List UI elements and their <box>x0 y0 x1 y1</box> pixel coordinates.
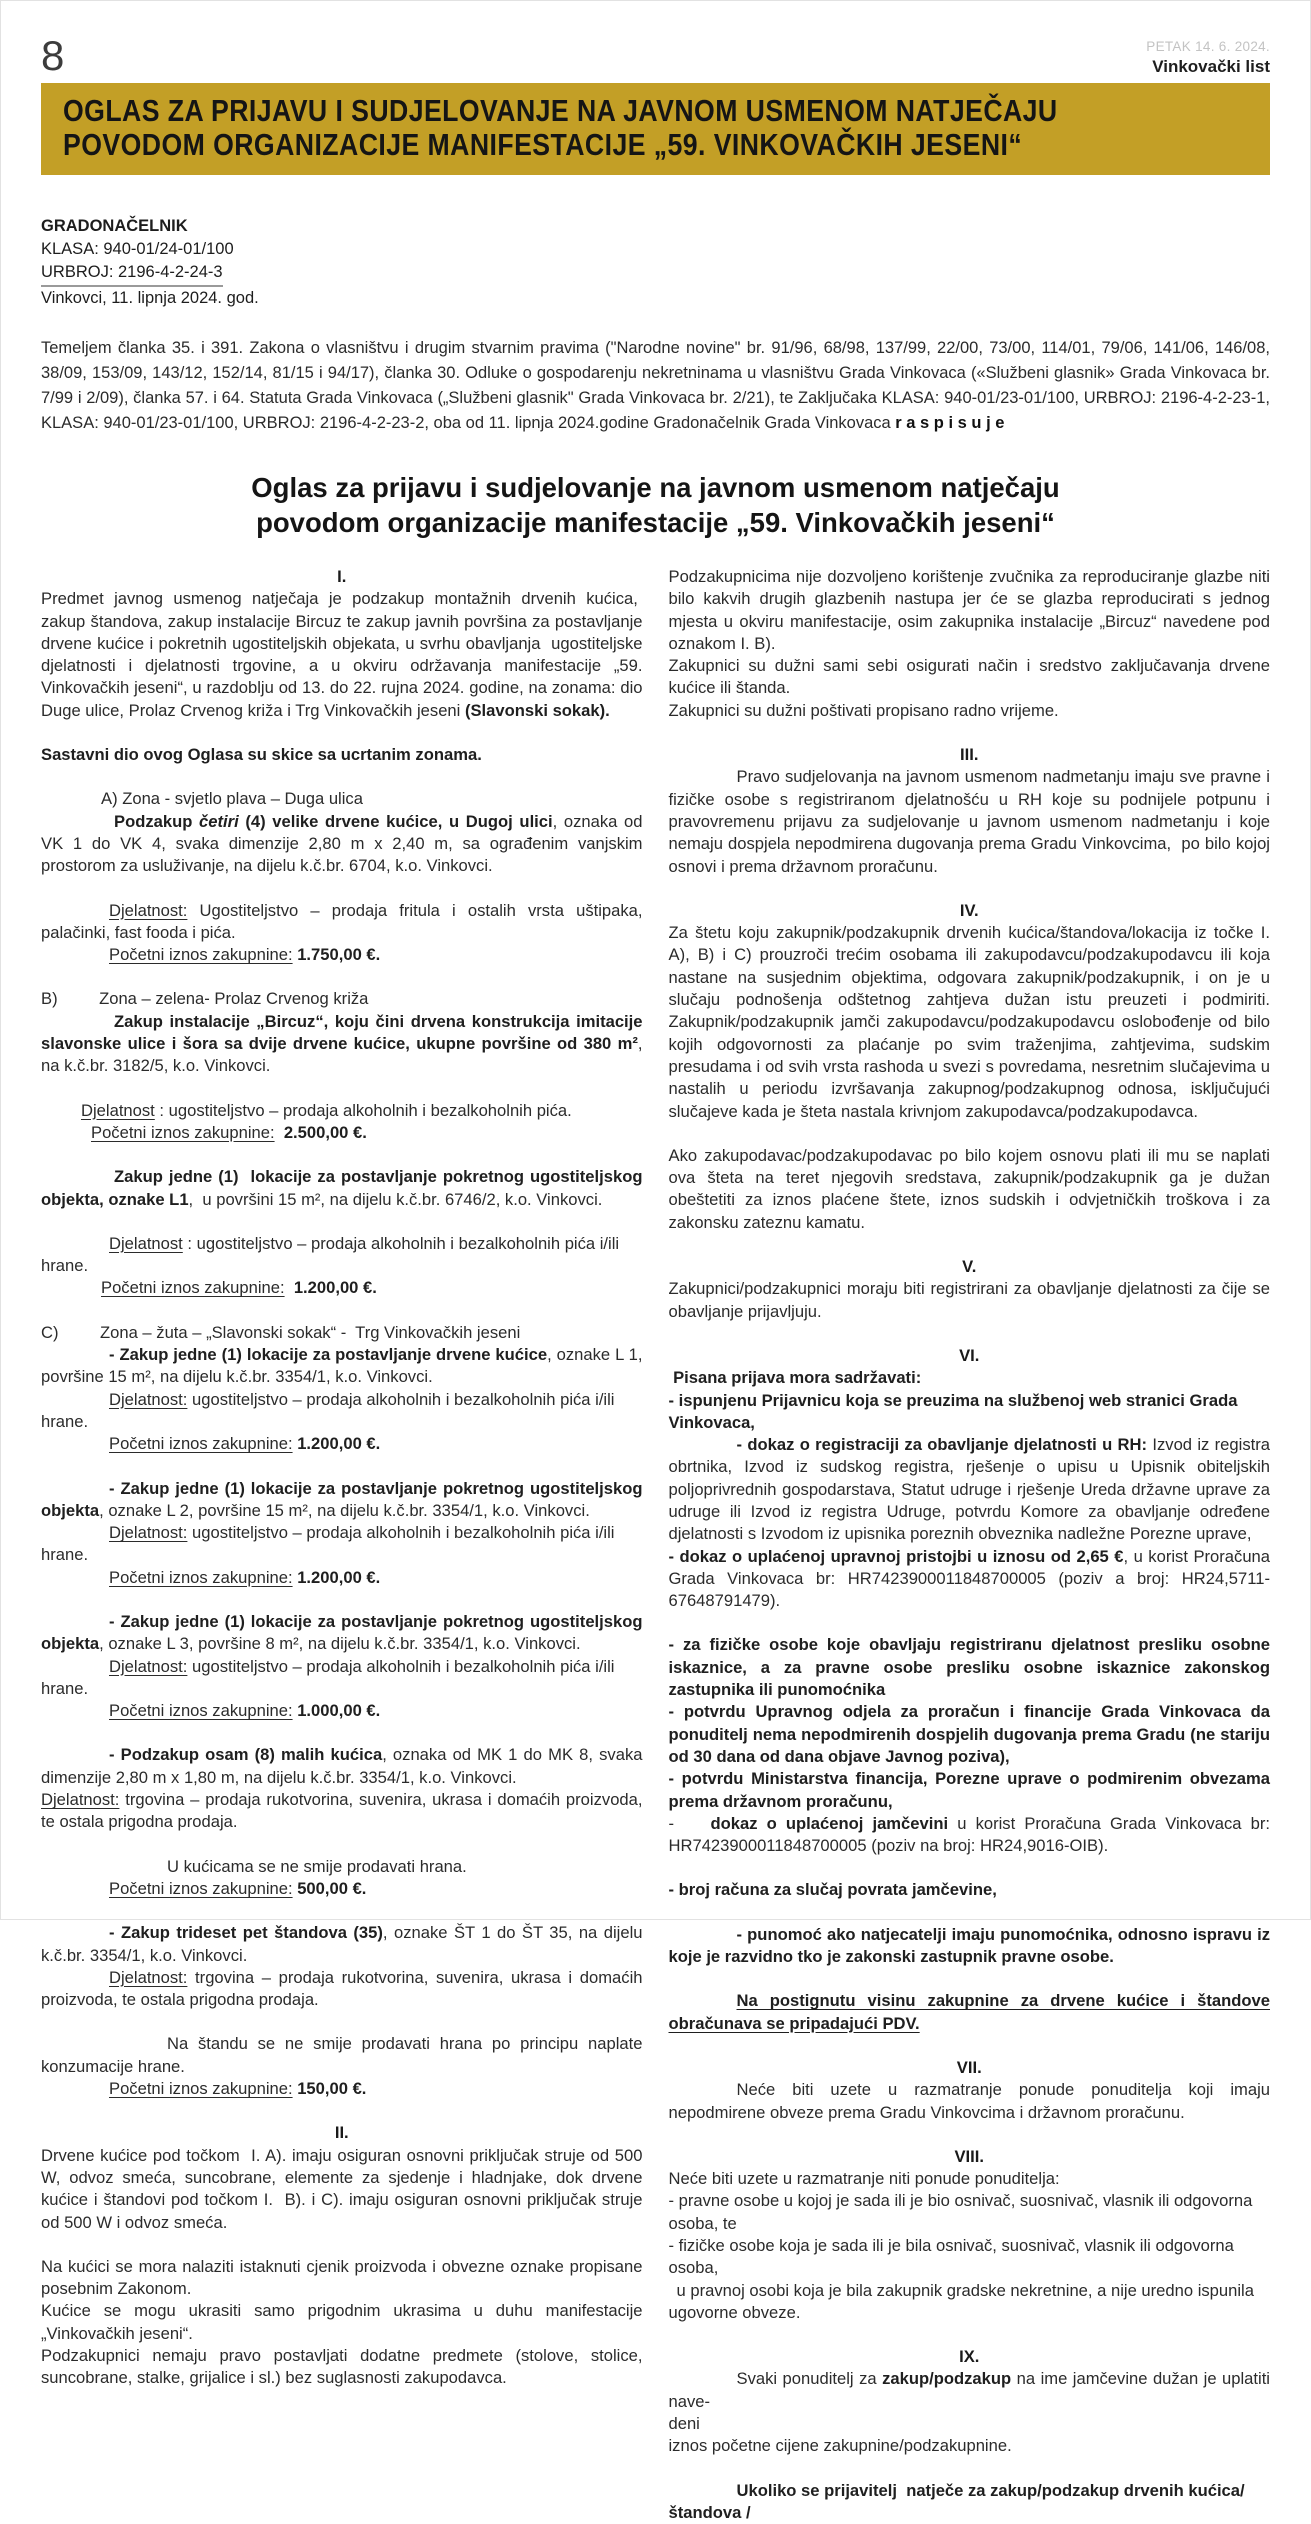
paragraph: Djelatnost: Ugostiteljstvo – prodaja fritula i ostalih vrsta uštipaka, palačinki, fast fooda i pića. <box>41 900 643 942</box>
document-title <box>41 470 1270 540</box>
paragraph: - fizičke osobe koja je sada ili je bila osnivač, suosnivač, vlasnik ili odgovorna osoba, <box>668 2236 1234 2278</box>
paragraph: Neće biti uzete u razmatranje ponude ponuditelja koji imaju nepodmirene obveze prema Gradu Vinkovcima i državnom proračunu. <box>668 2080 1270 2122</box>
paragraph: Podzakupnicima nije dozvoljeno korištenje zvučnika za reproduciranje glazbe niti bilo kakvih drugih glazbenih nastupa jer će se glazba reproducirati s jednog mjesta u okviru manifestacije, osim zakupnika instalacije „Bircuz“ navedene pod oznakom I. B). <box>668 567 1270 653</box>
paragraph: Početni iznos zakupnine: 1.200,00 €. <box>101 1278 377 1298</box>
paragraph: Podzakupnici nemaju pravo postavljati dodatne predmete (stolove, stolice, suncobrane, stalke, grijalice i sl.) bez suglasnosti zakupodavca. <box>41 2346 643 2388</box>
paragraph: Djelatnost: trgovina – prodaja rukotvorina, suvenira, ukrasa i domaćih proizvoda, te ostala prigodna prodaja. <box>41 1967 643 2010</box>
paragraph: - dokaz o registraciji za obavljanje djelatnosti u RH: Izvod iz registra obrtnika, Izvod iz sudskog registra, rješenje o upisu u Upisnik obiteljskih poljoprivrednih gospodarstava, Statut udruge i rješenje Ureda državne uprave za udruge ili Izvod iz registra Udruge, potvrdu Komore za obavljanje određene djelatnosti s Izvodom iz upisnika poreznih obveznika nadležne Porezne uprave, <box>668 1435 1270 1544</box>
paragraph: - Zakup jedne (1) lokacije za postavljanje drvene kućice, oznake L 1, površine 15 m², na dijelu k.č.br. 3354/1, k.o. Vinkovci. <box>41 1345 643 1387</box>
paragraph: Djelatnost : ugostiteljstvo – prodaja alkoholnih i bezalkoholnih pića. <box>81 1100 572 1120</box>
paragraph: A) Zona - svjetlo plava – Duga ulica <box>101 789 363 809</box>
paragraph: Na kućici se mora nalaziti istaknuti cjenik proizvoda i obvezne oznake propisane posebnim Zakonom. <box>41 2256 643 2299</box>
paragraph: - pravne osobe u kojoj je sada ili je bio osnivač, suosnivač, vlasnik ili odgovorna osoba, te <box>668 2191 1253 2233</box>
paragraph: Djelatnost: ugostiteljstvo – prodaja alkoholnih i bezalkoholnih pića i/ili hrane. <box>41 1656 615 1698</box>
paragraph: Na postignutu visinu zakupnine za drvene kućice i štandove obračunava se pripadajući PDV. <box>668 1991 1270 2033</box>
paragraph: Za štetu koju zakupnik/podzakupnik drvenih kućica/štandova/lokacija iz točke I. A), B) i C) prouzroči trećim osobama ili zakupodavcu/podzakupodavcu ili koja nastane na susjednim objektima, odgovara zakupnik/podzakupnik, i on je u slučaju podnošenja odštetnog zahtjeva dužan istu preuzeti i podmiriti. Zakupnik/podzakupnik jamči zakupodavcu/podzakupodavcu oslobođenje od bilo kojih odgovornosti za plaćanje po svim traženjima, zahtjevima, sudskim presudama i od svih vrsta rashoda u svezi s povredama, nesretnim slučajevima u nastalih u periodu izvršavanja zakupnog/podzakupnog odnosa, isključujući slučajeve kada je šteta nastala krivnjom zakupodavca/podzakupodavca. <box>668 923 1270 1121</box>
document-title-line-2: povodom organizacije manifestacije „59. Vinkovačkih jeseni“ <box>256 507 1055 538</box>
paragraph: Predmet javnog usmenog natječaja je podzakup montažnih drvenih kućica, zakup štandova, zakup instalacije Bircuz te zakup javnih površina za postavljanje drvene kućice i pokretnih ugostiteljskih objekata, u svrhu obavljanja ugostiteljske djelatnosti i djelatnosti trgovine, a u okviru održavanja manifestacije „59. Vinkovačkih jeseni“, u razdoblju od 13. do 22. rujna 2024. godine, na zonama: dio Duge ulice, Prolaz Crvenog križa i Trg Vinkovačkih jeseni (Slavonski sokak). <box>41 589 643 720</box>
paragraph: Početni iznos zakupnine: 1.200,00 €. <box>109 1434 381 1454</box>
place-date-line: Vinkovci, 11. lipnja 2024. god. <box>41 289 259 307</box>
paragraph: - Zakup jedne (1) lokacije za postavljanje pokretnog ugostiteljskog objekta, oznake L 3, površine 8 m², na dijelu k.č.br. 3354/1, k.o. Vinkovci. <box>41 1611 643 1654</box>
paragraph: - punomoć ako natjecatelji imaju punomoćnika, odnosno ispravu iz koje je razvidno tko je zakonski zastupnik pravne osobe. <box>668 1924 1270 1967</box>
paragraph: Zakupnici/podzakupnici moraju biti registrirani za obavljanje djelatnosti za čije se obavljanje prijavljuju. <box>668 1279 1270 1321</box>
paragraph: U kućicama se ne smije prodavati hrana. <box>167 1856 467 1876</box>
section-heading: II. <box>334 2123 349 2143</box>
issue-info <box>1146 39 1270 77</box>
paragraph: Zakupnici su dužni sami sebi osigurati način i sredstvo zaključavanja drvene kućice ili štanda. <box>668 656 1270 698</box>
paragraph: Zakupnici su dužni poštivati propisano radno vrijeme. <box>668 700 1059 720</box>
klasa-line: KLASA: 940-01/24-01/100 <box>41 240 234 258</box>
masthead <box>41 1 1270 77</box>
paragraph: Svaki ponuditelj za zakup/podzakup na ime jamčevine dužan je uplatiti nave- <box>668 2369 1270 2411</box>
paragraph: - potvrdu Upravnog odjela za proračun i financije Grada Vinkovaca da ponuditelj nema nepodmirenih dospjelih dugovanja prema Gradu (ne stariju od 30 dana od dana objave Javnog poziva), <box>668 1702 1270 1766</box>
section-heading: V. <box>962 1257 977 1277</box>
paragraph: - Zakup trideset pet štandova (35), oznake ŠT 1 do ŠT 35, na dijelu k.č.br. 3354/1, k.o. Vinkovci. <box>41 1923 643 1965</box>
paragraph: B) Zona – zelena- Prolaz Crvenog križa <box>41 989 369 1009</box>
paragraph: Podzakup četiri (4) velike drvene kućice, u Dugoj ulici, oznaka od VK 1 do VK 4, svaka dimenzije 2,80 m x 2,40 m, sa ograđenim vanjskim prostorom za usluživanje, na dijelu k.č.br. 6704, k.o. Vinkovci. <box>41 811 643 876</box>
paragraph: iznos početne cijene zakupnine/podzakupnine. <box>668 2436 1012 2456</box>
paragraph: - za fizičke osobe koje obavljaju registriranu djelatnost presliku osobne iskaznice, a za pravne osobe presliku osobne iskaznice zakonskog zastupnika ili punomoćnika <box>668 1635 1270 1700</box>
article-columns <box>41 566 1270 2524</box>
paragraph: C) Zona – žuta – „Slavonski sokak“ - Trg Vinkovačkih jeseni <box>41 1322 521 1342</box>
paragraph: Zakup jedne (1) lokacije za postavljanje pokretnog ugostiteljskog objekta, oznake L1, u površini 15 m², na dijelu k.č.br. 6746/2, k.o. Vinkovci. <box>41 1167 643 1209</box>
letterhead <box>41 215 1270 310</box>
paragraph: deni <box>668 2414 700 2434</box>
section-heading: III. <box>960 745 979 765</box>
paragraph: Ako zakupodavac/podzakupodavac po bilo kojem osnovu plati ili mu se naplati ova šteta na teret njegovih sredstava, zakupnik/podzakupnik ga je dužan obeštetiti za iznos plaćene štete, iznos sudskih i odvjetničkih troškova i za zakonsku zateznu kamatu. <box>668 1145 1270 1232</box>
paragraph: Zakup instalacije „Bircuz“, koju čini drvena konstrukcija imitacije slavonske ulice i šora sa dvije drvene kućice, ukupne površine od 380 m², na k.č.br. 3182/5, k.o. Vinkovci. <box>41 1011 643 1076</box>
urbroj-line: URBROJ: 2196-4-2-24-3 <box>41 261 1270 287</box>
paragraph: Neće biti uzete u razmatranje niti ponude ponuditelja: <box>668 2169 1060 2189</box>
page-number: 8 <box>41 32 65 79</box>
section-heading: I. <box>337 567 347 586</box>
paragraph: Pravo sudjelovanja na javnom usmenom nadmetanju imaju sve pravne i fizičke osobe s registriranom djelatnošću u RH koje su podnijele potpunu i pravovremenu prijavu za sudjelovanje u javnom usmenom nadmetanju i koje nemaju dospjela nepodmirena dugovanja prema Gradu Vinkovcima, po bilo kojoj osnovi i prema državnom proračunu. <box>668 767 1270 876</box>
paragraph: - broj računa za slučaj povrata jamčevine, <box>668 1880 997 1900</box>
paragraph: - dokaz o uplaćenoj jamčevini u korist Proračuna Grada Vinkovaca br: HR7423900011848700005 (poziv na broj: HR24,9016-OIB). <box>668 1813 1270 1856</box>
section-heading: IV. <box>959 900 979 920</box>
paragraph: Ukoliko se prijavitelj natječe za zakup/podzakup drvenih kućica/štandova / <box>668 2480 1245 2522</box>
paragraph: Početni iznos zakupnine: 1.750,00 €. <box>109 945 381 965</box>
section-heading: VI. <box>959 1345 980 1365</box>
paragraph: Početni iznos zakupnine: 500,00 €. <box>109 1878 367 1898</box>
publication-name: Vinkovački list <box>1152 56 1270 76</box>
paragraph: Početni iznos zakupnine: 2.500,00 €. <box>91 1122 367 1142</box>
paragraph: Djelatnost: trgovina – prodaja rukotvorina, suvenira, ukrasa i domaćih proizvoda, te ostala prigodna prodaja. <box>41 1790 643 1832</box>
right-column <box>669 566 1271 2524</box>
paragraph: u pravnoj osobi koja je bila zakupnik gradske nekretnine, a nije uredno ispunila ugovorne obveze. <box>668 2280 1254 2322</box>
paragraph: - potvrdu Ministarstva financija, Porezne uprave o podmirenim obvezama prema državnom proračunu, <box>668 1769 1270 1811</box>
raspisuje-verb: r a s p i s u j e <box>895 414 1005 432</box>
paragraph: Djelatnost : ugostiteljstvo – prodaja alkoholnih i bezalkoholnih pića i/ili hrane. <box>41 1233 620 1276</box>
document-title-line-1: Oglas za prijavu i sudjelovanje na javnom usmenom natječaju <box>251 472 1060 503</box>
paragraph: - dokaz o uplaćenoj upravnoj pristojbi u iznosu od 2,65 €, u korist Proračuna Grada Vinkovaca br: HR7423900011848700005 (poziv a broj: HR24,5711-67648791479). <box>668 1546 1270 1611</box>
legal-preamble: Temeljem članka 35. i 391. Zakona o vlasništvu i drugim stvarnim pravima ("Narodne novine" br. 91/96, 68/98, 137/99, 22/00, 73/00, 114/01, 79/06, 141/06, 146/08, 38/09, 153/09, 143/12, 152/14, 81/15 i 94/17), članka 30. Odluke o gospodarenju nekretninama u vlasništvu Grada Vinkovaca («Službeni glasnik» Grada Vinkovaca br. 7/99 i 2/09), članka 57. i 64. Statuta Grada Vinkovaca („Službeni glasnik" Grada Vinkovaca br. 2/21), te Zaključaka KLASA: 940-01/23-01/100, URBROJ: 2196-4-2-23-1, KLASA: 940-01/23-01/100, URBROJ: 2196-4-2-23-2, oba od 11. lipnja 2024.godine Gradonačelnik Grada Vinkovaca r a s p i s u j e <box>41 339 1270 432</box>
paragraph: Drvene kućice pod točkom I. A). imaju osiguran osnovni priključak struje od 500 W, odvoz smeća, suncobrane, elemente za sjedenje i hladnjake, dok drvene kućice i štandovi pod točkom I. B). i C). imaju osiguran osnovni priključak struje od 500 W i odvoz smeća. <box>41 2145 643 2232</box>
banner-line-2: POVODOM ORGANIZACIJE MANIFESTACIJE „59. VINKOVAČKIH JESENI“ <box>63 127 1023 162</box>
section-heading: VIII. <box>954 2146 984 2166</box>
announcement-banner <box>41 83 1270 175</box>
paragraph: - ispunjenu Prijavnicu koja se preuzima na službenoj web stranici Grada Vinkovaca, <box>668 1390 1238 1432</box>
paragraph: Kućice se mogu ukrasiti samo prigodnim ukrasima u duhu manifestacije „Vinkovačkih jeseni“. <box>41 2301 643 2343</box>
paragraph: Djelatnost: ugostiteljstvo – prodaja alkoholnih i bezalkoholnih pića i/ili hrane. <box>41 1389 615 1431</box>
banner-line-1: OGLAS ZA PRIJAVU I SUDJELOVANJE NA JAVNOM USMENOM NATJEČAJU <box>63 93 1058 128</box>
paragraph: Djelatnost: ugostiteljstvo – prodaja alkoholnih i bezalkoholnih pića i/ili hrane. <box>41 1523 615 1565</box>
issuer-title: GRADONAČELNIK <box>41 217 188 235</box>
paragraph: Početni iznos zakupnine: 1.000,00 €. <box>109 1701 381 1721</box>
left-column <box>41 566 643 2390</box>
section-heading: VII. <box>956 2057 982 2077</box>
paragraph: Na štandu se ne smije prodavati hrana po principu naplate konzumacije hrane. <box>41 2034 643 2076</box>
paragraph: Sastavni dio ovog Oglasa su skice sa ucrtanim zonama. <box>41 745 482 765</box>
paragraph: Pisana prijava mora sadržavati: <box>668 1368 922 1388</box>
paragraph: Početni iznos zakupnine: 150,00 €. <box>109 2079 367 2099</box>
issue-date: PETAK 14. 6. 2024. <box>1146 38 1270 54</box>
section-heading: IX. <box>959 2347 980 2367</box>
paragraph: - Zakup jedne (1) lokacije za postavljanje pokretnog ugostiteljskog objekta, oznake L 2, površine 15 m², na dijelu k.č.br. 3354/1, k.o. Vinkovci. <box>41 1478 643 1520</box>
paragraph: Početni iznos zakupnine: 1.200,00 €. <box>109 1567 381 1587</box>
paragraph: - Podzakup osam (8) malih kućica, oznaka od MK 1 do MK 8, svaka dimenzije 2,80 m x 1,80 m, na dijelu k.č.br. 3354/1, k.o. Vinkovci. <box>41 1745 643 1787</box>
